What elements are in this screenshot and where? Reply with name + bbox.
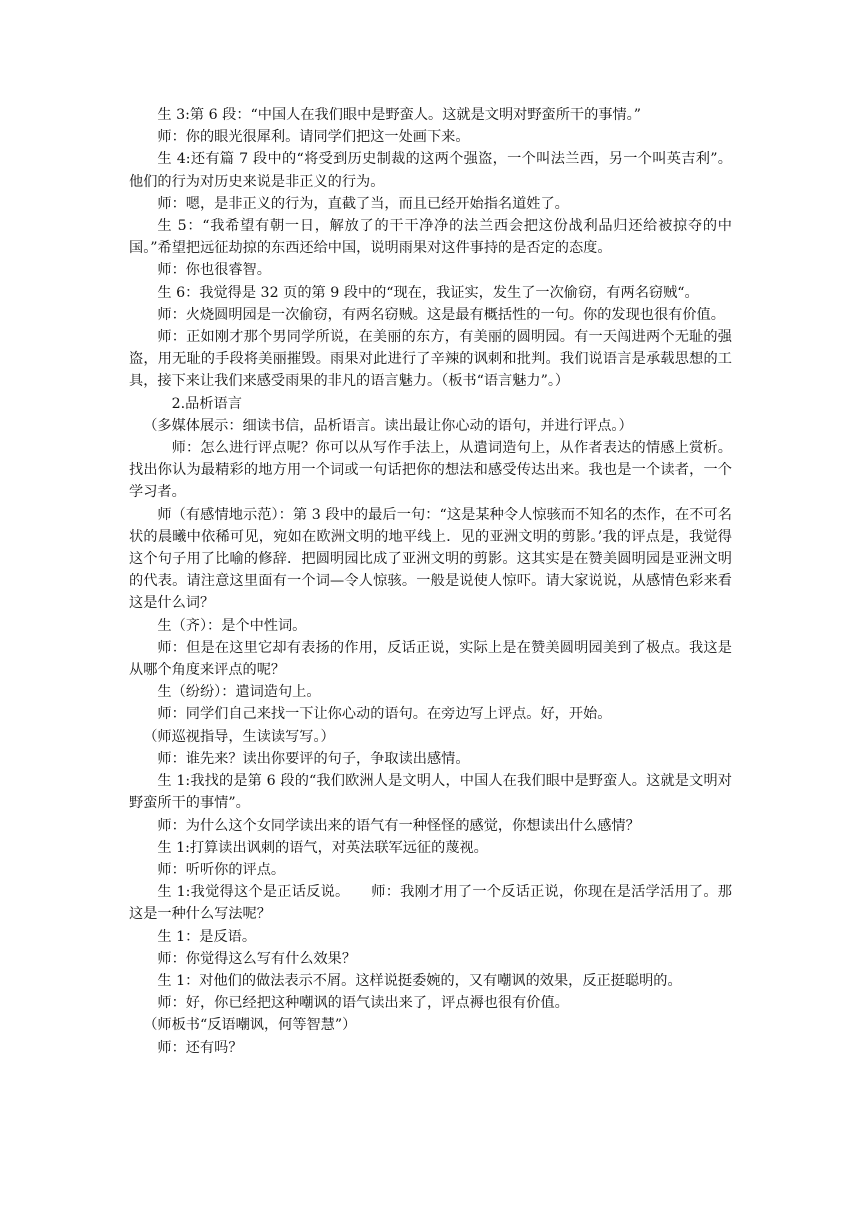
paragraph: 师：但是在这里它却有表扬的作用，反话正说，实际上是在赞美圆明园美到了极点。我这是从哪个角度来评点的呢？ — [129, 639, 732, 679]
paragraph: 生 1:我找的是第 6 段的“我们欧洲人是文明人，中国人在我们眼中是野蛮人。这就是文明对野蛮所干的事情”。 — [129, 773, 732, 812]
paragraph: 师：同学们自己来找一下让你心动的语句。在旁边写上评点。好，开始。 — [157, 706, 612, 723]
paragraph: 生 6：我觉得是 32 页的第 9 段中的“现在，我证实，发生了一次偷窃，有两名窃贼“。 — [157, 284, 699, 301]
paragraph: 师：嗯，是非正义的行为，直截了当，而且已经开始指名道姓了。 — [157, 195, 569, 212]
document-body — [129, 104, 732, 1059]
paragraph: 生 5：“我希望有朝一日，解放了的干干净净的法兰西会把这份战利品归还给被掠夺的中国。”希望把远征劫掠的东西还给中国，说明雨果对这件事持的是否定的态度。 — [129, 218, 732, 257]
paragraph: 师：听听你的评点。 — [157, 861, 286, 878]
paragraph: （师巡视指导，生读读写写。） — [143, 728, 335, 745]
paragraph: 生 4:还有篇 7 段中的“将受到历史制裁的这两个强盗，一个叫法兰西，另一个叫英吉利”。他们的行为对历史来说是非正义的行为。 — [129, 151, 732, 190]
paragraph: 师：你觉得这么写有什么效果？ — [157, 950, 357, 967]
paragraph: 师：为什么这个女同学读出来的语气有一种怪怪的感觉，你想读出什么感情？ — [157, 817, 640, 834]
paragraph: 师：正如刚才那个男同学所说，在美丽的东方，有美丽的圆明园。有一天闯进两个无耻的强盗，用无耻的手段将美丽摧毁。雨果对此进行了辛辣的讽刺和批判。我们说语言是承载思想的工具，接下来让我们来感受雨果的非凡的语言魅力。（板书“语言魅力”。） — [129, 329, 732, 390]
paragraph: 生 3:第 6 段：“中国人在我们眼中是野蛮人。这就是文明对野蛮所干的事情。” — [157, 107, 641, 123]
paragraph: 生 1：对他们的做法表示不屑。这样说挺委婉的，又有嘲讽的效果，反正挺聪明的。 — [157, 972, 682, 989]
paragraph: 师：怎么进行评点呢？你可以从写作手法上，从遣词造句上，从作者表达的情感上赏析。找出你认为最精彩的地方用一个词或一句话把你的想法和感受传达出来。我也是一个读者，一个学习者。 — [129, 440, 732, 501]
paragraph: 生 1:打算读出讽刺的语气，对英法联军远征的蔑视。 — [157, 839, 488, 856]
paragraph: 师：谁先来？读出你要评的句子，争取读出感情。 — [157, 750, 470, 767]
paragraph: 生（齐）：是个中性词。 — [157, 617, 307, 634]
paragraph: 师：好，你已经把这种嘲讽的语气读出来了，评点褥也很有价值。 — [157, 995, 569, 1012]
paragraph: 师：还有吗？ — [157, 1039, 243, 1056]
paragraph: 生 1：是反语。 — [157, 928, 257, 945]
paragraph: 师：你的眼光很犀利。请同学们把这一处画下来。 — [157, 129, 470, 146]
paragraph: （多媒体展示：细读书信，品析语言。读出最让你心动的语句，并进行评点。） — [143, 417, 633, 434]
paragraph: 生（纷纷）：遣词造句上。 — [157, 684, 321, 701]
paragraph: 师（有感情地示范）：第 3 段中的最后一句：“这是某种令人惊骇而不知名的杰作，在不可名状的晨曦中依稀可见，宛如在欧洲文明的地平线上．见的亚洲文明的剪影。’我的评点是，我觉得这个句子用了比喻的修辞．把圆明园比成了亚洲文明的剪影。这其实是在赞美圆明园是亚洲文明的代表。请注意这里面有一个词—令人惊骇。一般是说使人惊吓。请大家说说，从感情色彩来看这是什么词？ — [129, 506, 732, 612]
paragraph: 2.品析语言 — [171, 395, 242, 412]
paragraph: 师：火烧圆明园是一次偷窃，有两名窃贼。这是最有概括性的一句。你的发现也很有价值。 — [157, 306, 725, 323]
paragraph: 师：你也很睿智。 — [157, 262, 271, 279]
paragraph: （师板书“反语嘲讽，何等智慧”） — [143, 1017, 357, 1034]
paragraph: 生 1:我觉得这个是正话反说。 师：我刚才用了一个反话正说，你现在是活学活用了。那这是一种什么写法呢？ — [129, 884, 732, 923]
